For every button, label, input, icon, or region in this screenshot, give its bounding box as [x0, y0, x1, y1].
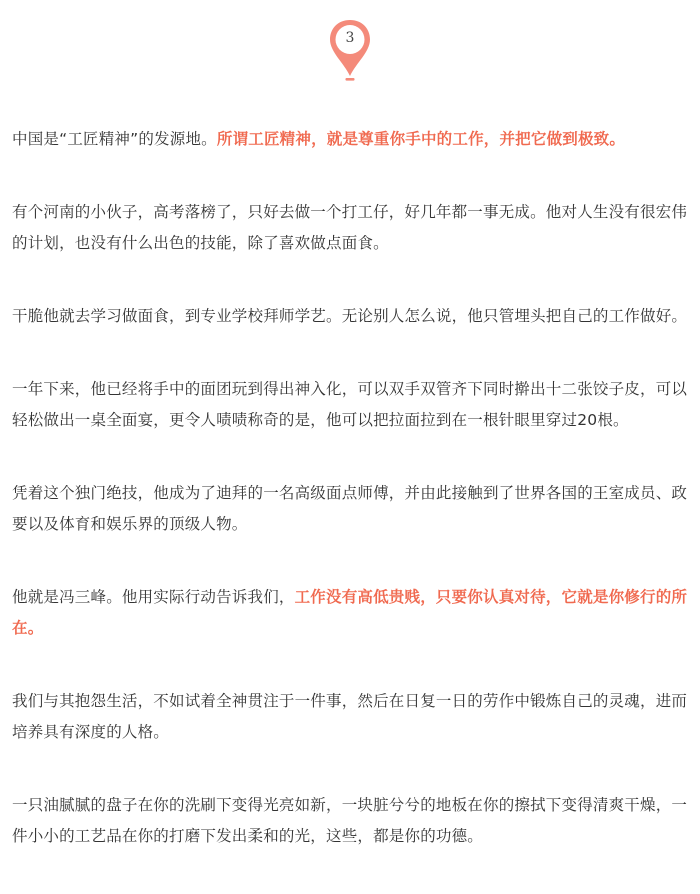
paragraph-text: 我们与其抱怨生活，不如试着全神贯注于一件事，然后在日复一日的劳作中锻炼自己的灵魂，进而培养具有深度的人格。	[12, 692, 688, 741]
article-paragraph	[12, 374, 692, 436]
section-number-marker	[326, 18, 374, 84]
highlighted-text: 所谓工匠精神，就是尊重你手中的工作，并把它做到极致。	[216, 130, 626, 148]
article-paragraph	[12, 790, 692, 852]
article-paragraph	[12, 478, 692, 540]
paragraph-text: 一年下来，他已经将手中的面团玩到得出神入化，可以双手双管齐下同时擀出十二张饺子皮，可以轻松做出一桌全面宴，更令人啧啧称奇的是，他可以把拉面拉到在一根针眼里穿过20根。	[12, 380, 688, 429]
paragraph-text: 一只油腻腻的盘子在你的洗刷下变得光亮如新，一块脏兮兮的地板在你的擦拭下变得清爽干燥，一件小小的工艺品在你的打磨下发出柔和的光，这些，都是你的功德。	[12, 796, 688, 845]
article-paragraph	[12, 686, 692, 748]
map-pin-icon	[326, 18, 374, 84]
article-paragraph	[12, 197, 692, 259]
paragraph-text: 有个河南的小伙子，高考落榜了，只好去做一个打工仔，好几年都一事无成。他对人生没有很宏伟的计划，也没有什么出色的技能，除了喜欢做点面食。	[12, 203, 688, 252]
highlighted-text: 工作没有高低贵贱，只要你认真对待，它就是你修行的所在。	[12, 588, 688, 637]
paragraph-text: 中国是“工匠精神”的发源地。	[12, 130, 217, 148]
section-number: 3	[345, 30, 355, 46]
paragraph-text: 干脆他就去学习做面食，到专业学校拜师学艺。无论别人怎么说，他只管埋头把自己的工作做好。	[12, 307, 688, 325]
paragraph-text: 凭着这个独门绝技，他成为了迪拜的一名高级面点师傅，并由此接触到了世界各国的王室成员、政要以及体育和娱乐界的顶级人物。	[12, 484, 688, 533]
article-body	[12, 124, 692, 894]
article-paragraph	[12, 124, 692, 155]
paragraph-text: 他就是冯三峰。他用实际行动告诉我们，	[12, 588, 295, 606]
article-paragraph	[12, 582, 692, 644]
article-paragraph	[12, 301, 692, 332]
